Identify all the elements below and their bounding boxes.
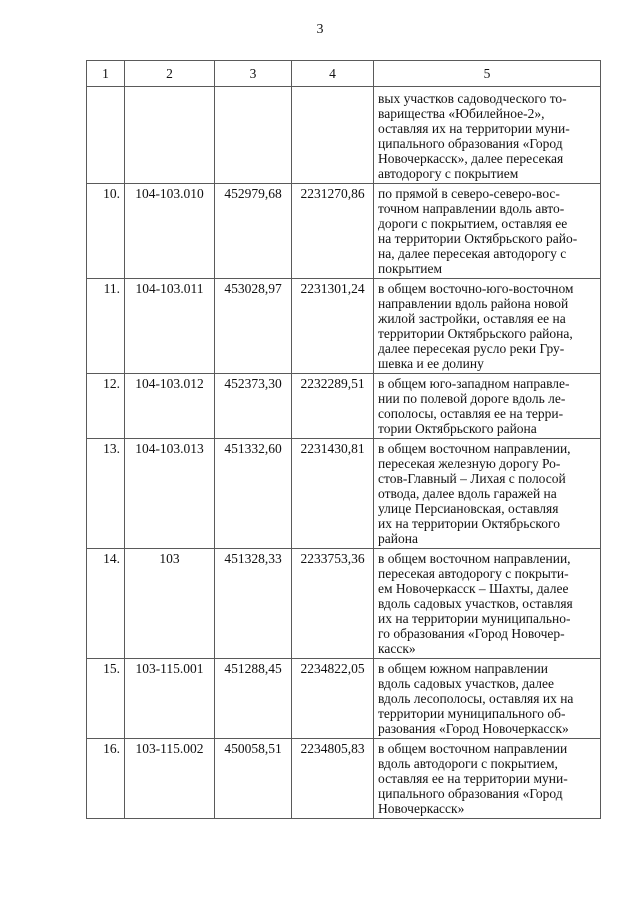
description-line: вдоль автодороги с покрытием, <box>378 756 558 771</box>
table-row <box>87 279 601 374</box>
description-cell <box>374 739 601 819</box>
description-cell <box>374 279 601 374</box>
description-line: оставляя их на территории муни- <box>378 121 570 136</box>
coord-y-cell: 2231270,86 <box>292 184 374 279</box>
header-col-2: 2 <box>125 61 215 87</box>
description-line: Новочеркасск», далее пересекая <box>378 151 564 166</box>
header-col-4: 4 <box>292 61 374 87</box>
description-line: стов-Главный – Лихая с полосой <box>378 471 566 486</box>
description-line: в общем южном направлении <box>378 661 548 676</box>
description-line: покрытием <box>378 261 443 276</box>
description-line: пересекая автодорогу с покрыти- <box>378 566 569 581</box>
table-row <box>87 184 601 279</box>
description-line: оставляя ее на территории муни- <box>378 771 568 786</box>
coord-y-cell: 2231301,24 <box>292 279 374 374</box>
row-number-cell: 13. <box>87 439 125 549</box>
table-row <box>87 549 601 659</box>
description-line: нии по полевой дороге вдоль ле- <box>378 391 566 406</box>
description-line: вых участков садоводческого то- <box>378 91 567 106</box>
point-id-cell: 104-103.010 <box>125 184 215 279</box>
description-line: пересекая железную дорогу Ро- <box>378 456 561 471</box>
description-cell <box>374 184 601 279</box>
coord-x-cell: 451288,45 <box>215 659 292 739</box>
page-number: 3 <box>316 22 324 37</box>
description-line: направлении вдоль района новой <box>378 296 569 311</box>
table-row <box>87 87 601 184</box>
description-line: отвода, далее вдоль гаражей на <box>378 486 557 501</box>
coord-y-cell: 2232289,51 <box>292 374 374 439</box>
row-number-cell: 11. <box>87 279 125 374</box>
description-line: ципального образования «Город <box>378 136 563 151</box>
description-line: по прямой в северо-северо-вос- <box>378 186 560 201</box>
header-col-5: 5 <box>374 61 601 87</box>
table-header <box>87 61 601 87</box>
description-line: варищества «Юбилейное-2», <box>378 106 545 121</box>
description-line: в общем восточно-юго-восточном <box>378 281 574 296</box>
table-body <box>87 87 601 819</box>
description-line: разования «Город Новочеркасск» <box>378 721 569 736</box>
coord-y-cell: 2233753,36 <box>292 549 374 659</box>
point-id-cell: 103 <box>125 549 215 659</box>
coord-x-cell: 451332,60 <box>215 439 292 549</box>
description-line: на территории Октябрьского райо- <box>378 231 578 246</box>
description-line: автодорогу с покрытием <box>378 166 519 181</box>
description-line: сополосы, оставляя ее на терри- <box>378 406 564 421</box>
table-row <box>87 439 601 549</box>
row-number-cell: 10. <box>87 184 125 279</box>
point-id-cell: 103-115.002 <box>125 739 215 819</box>
description-line: на, далее пересекая автодорогу с <box>378 246 567 261</box>
header-row <box>87 61 601 87</box>
description-cell <box>374 439 601 549</box>
description-line: тории Октябрьского района <box>378 421 537 436</box>
description-line: далее пересекая русло реки Гру- <box>378 341 565 356</box>
description-line: в общем восточном направлении <box>378 741 568 756</box>
description-line: их на территории Октябрьского <box>378 516 561 531</box>
coord-x-cell: 452373,30 <box>215 374 292 439</box>
description-line: ципального образования «Город <box>378 786 563 801</box>
point-id-cell: 104-103.012 <box>125 374 215 439</box>
point-id-cell: 104-103.013 <box>125 439 215 549</box>
coord-x-cell <box>215 87 292 184</box>
description-line: шевка и ее долину <box>378 356 484 371</box>
description-line: в общем юго-западном направле- <box>378 376 570 391</box>
description-line: касск» <box>378 641 416 656</box>
description-line: ем Новочеркасск – Шахты, далее <box>378 581 569 596</box>
row-number-cell: 16. <box>87 739 125 819</box>
description-cell <box>374 87 601 184</box>
description-line: района <box>378 531 418 546</box>
table-row <box>87 739 601 819</box>
point-id-cell: 103-115.001 <box>125 659 215 739</box>
description-line: вдоль садовых участков, оставляя <box>378 596 573 611</box>
coord-x-cell: 451328,33 <box>215 549 292 659</box>
description-line: их на территории муниципально- <box>378 611 571 626</box>
description-cell <box>374 374 601 439</box>
description-cell <box>374 549 601 659</box>
coord-x-cell: 452979,68 <box>215 184 292 279</box>
header-col-3: 3 <box>215 61 292 87</box>
description-line: Новочеркасск» <box>378 801 465 816</box>
coord-y-cell: 2234822,05 <box>292 659 374 739</box>
description-line: в общем восточном направлении, <box>378 441 571 456</box>
description-line: улице Персиановская, оставляя <box>378 501 559 516</box>
coord-y-cell <box>292 87 374 184</box>
description-line: в общем восточном направлении, <box>378 551 571 566</box>
description-line: территории Октябрьского района, <box>378 326 573 341</box>
point-id-cell: 104-103.011 <box>125 279 215 374</box>
row-number-cell: 14. <box>87 549 125 659</box>
description-line: го образования «Город Новочер- <box>378 626 565 641</box>
coord-y-cell: 2231430,81 <box>292 439 374 549</box>
coord-y-cell: 2234805,83 <box>292 739 374 819</box>
description-line: точном направлении вдоль авто- <box>378 201 565 216</box>
table-row <box>87 659 601 739</box>
description-line: вдоль лесополосы, оставляя их на <box>378 691 574 706</box>
row-number-cell <box>87 87 125 184</box>
header-col-1: 1 <box>87 61 125 87</box>
row-number-cell: 15. <box>87 659 125 739</box>
coord-x-cell: 453028,97 <box>215 279 292 374</box>
coord-x-cell: 450058,51 <box>215 739 292 819</box>
boundary-table <box>86 60 601 819</box>
description-line: жилой застройки, оставляя ее на <box>378 311 566 326</box>
row-number-cell: 12. <box>87 374 125 439</box>
description-cell <box>374 659 601 739</box>
description-line: дороги с покрытием, оставляя ее <box>378 216 568 231</box>
description-line: территории муниципального об- <box>378 706 566 721</box>
table-row <box>87 374 601 439</box>
point-id-cell <box>125 87 215 184</box>
description-line: вдоль садовых участков, далее <box>378 676 554 691</box>
